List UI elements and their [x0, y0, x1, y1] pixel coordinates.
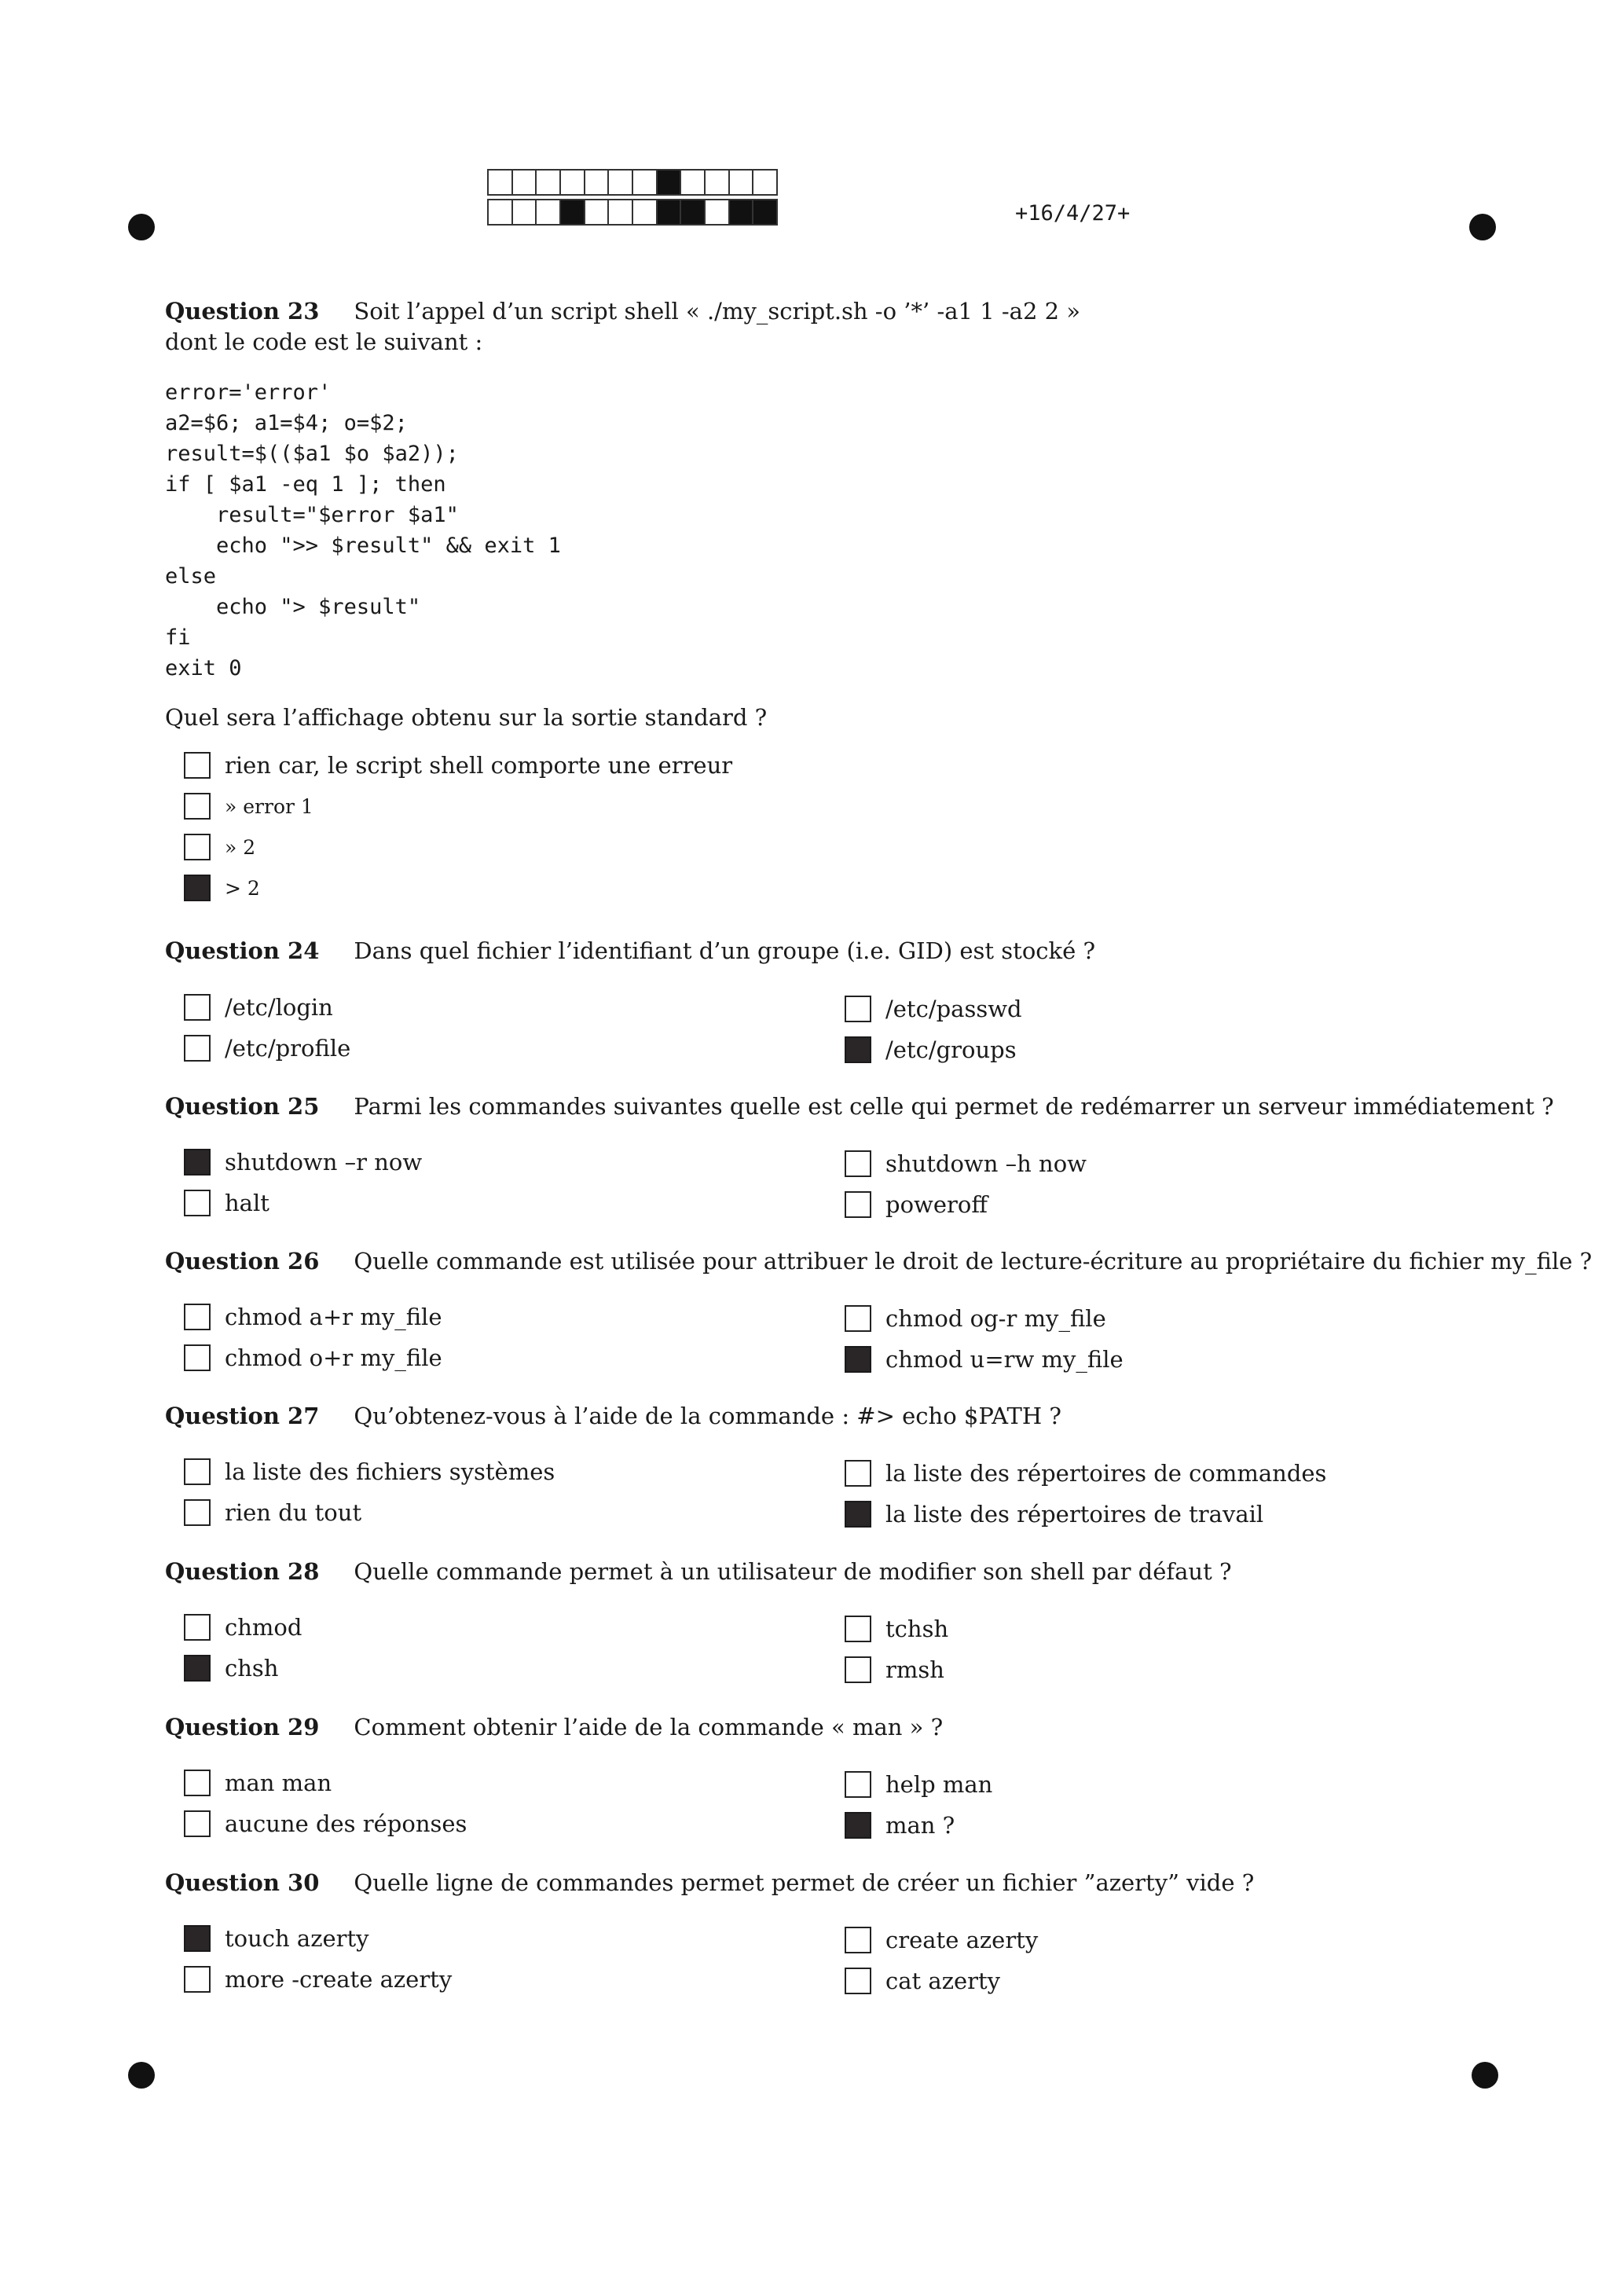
question-number: Question 24	[165, 937, 320, 964]
checkbox[interactable]	[845, 1191, 871, 1218]
barcode-cell	[730, 171, 754, 194]
question-29-header	[165, 1711, 943, 1743]
barcode-cell	[658, 200, 682, 224]
checkbox[interactable]	[184, 752, 211, 779]
q23-option-a[interactable]	[184, 752, 732, 779]
q26-option-c[interactable]	[845, 1305, 1106, 1332]
checkbox[interactable]	[845, 1968, 871, 1994]
question-number: Question 26	[165, 1248, 320, 1275]
checkbox-checked[interactable]	[184, 1925, 211, 1952]
option-label: poweroff	[885, 1191, 988, 1218]
question-25-header	[165, 1091, 1554, 1122]
question-23-text-line2: dont le code est le suivant :	[165, 328, 483, 355]
barcode-cell	[681, 200, 706, 224]
barcode-cell	[537, 171, 561, 194]
checkbox[interactable]	[184, 1499, 211, 1526]
checkbox[interactable]	[845, 1150, 871, 1177]
barcode-top-row	[487, 169, 778, 196]
question-text: Quelle commande est utilisée pour attribuer le droit de lecture-écriture au propriétaire du fichier my_file ?	[354, 1248, 1593, 1275]
checkbox-checked[interactable]	[184, 1655, 211, 1682]
question-number: Question 29	[165, 1714, 320, 1740]
option-label: » 2	[225, 835, 256, 859]
checkbox[interactable]	[845, 1460, 871, 1487]
checkbox-checked[interactable]	[184, 875, 211, 901]
checkbox[interactable]	[184, 1770, 211, 1796]
question-23-prompt: Quel sera l’affichage obtenu sur la sortie standard ?	[165, 704, 768, 731]
option-label: aucune des réponses	[225, 1810, 467, 1837]
q28-option-b[interactable]	[184, 1655, 278, 1682]
checkbox[interactable]	[845, 1771, 871, 1798]
option-label: chmod o+r my_file	[225, 1344, 442, 1371]
barcode-cell	[489, 200, 513, 224]
question-number: Question 23	[165, 298, 320, 325]
checkbox[interactable]	[184, 1035, 211, 1062]
q25-option-b[interactable]	[184, 1190, 269, 1216]
option-label: shutdown –h now	[885, 1150, 1087, 1177]
question-23-header	[165, 295, 1080, 327]
q28-option-a[interactable]	[184, 1614, 302, 1641]
option-label: rmsh	[885, 1656, 944, 1683]
option-label: man ?	[885, 1812, 955, 1839]
option-label: la liste des répertoires de commandes	[885, 1460, 1327, 1487]
barcode-cell	[489, 171, 513, 194]
q24-option-a[interactable]	[184, 994, 333, 1021]
option-label: la liste des fichiers systèmes	[225, 1458, 555, 1485]
question-text: Quelle commande permet à un utilisateur de modifier son shell par défaut ?	[354, 1558, 1232, 1585]
checkbox[interactable]	[845, 1616, 871, 1642]
option-label: chsh	[225, 1655, 279, 1682]
barcode-cell	[513, 171, 537, 194]
q25-option-c[interactable]	[845, 1150, 1087, 1177]
question-text: Qu’obtenez-vous à l’aide de la commande : #> echo $PATH ?	[354, 1403, 1061, 1429]
q30-option-a[interactable]	[184, 1925, 369, 1952]
question-number: Question 28	[165, 1558, 320, 1585]
barcode-cell	[537, 200, 561, 224]
checkbox[interactable]	[184, 1304, 211, 1330]
option-label: chmod a+r my_file	[225, 1304, 442, 1330]
checkbox-checked[interactable]	[845, 1346, 871, 1373]
option-label: /etc/passwd	[885, 996, 1022, 1022]
q28-option-d[interactable]	[845, 1656, 944, 1683]
q26-option-b[interactable]	[184, 1344, 442, 1371]
q23-code-block: error='error' a2=$6; a1=$4; o=$2; result=$(($a1 $o $a2)); if [ $a1 -eq 1 ]; then result="$error $a1" echo ">> $result" && exit 1 else echo "> $result" fi exit 0	[165, 380, 561, 680]
barcode-cell	[681, 171, 706, 194]
q27-option-b[interactable]	[184, 1499, 361, 1526]
barcode-cell	[513, 200, 537, 224]
option-label: /etc/groups	[885, 1036, 1017, 1063]
question-30-header	[165, 1867, 1254, 1898]
checkbox[interactable]	[845, 1656, 871, 1683]
checkbox[interactable]	[184, 834, 211, 860]
option-label: chmod og-r my_file	[885, 1305, 1106, 1332]
barcode-cell	[609, 200, 633, 224]
option-label: halt	[225, 1190, 269, 1216]
question-text: Soit l’appel d’un script shell « ./my_script.sh -o ’*’ -a1 1 -a2 2 »	[354, 298, 1081, 325]
barcode-cell	[585, 200, 610, 224]
q30-option-c[interactable]	[845, 1927, 1038, 1953]
barcode-cell	[706, 171, 730, 194]
barcode-cell	[658, 171, 682, 194]
checkbox[interactable]	[845, 996, 871, 1022]
q27-option-c[interactable]	[845, 1460, 1326, 1487]
question-number: Question 25	[165, 1093, 320, 1120]
q29-option-d[interactable]	[845, 1812, 955, 1839]
q29-option-a[interactable]	[184, 1770, 332, 1796]
registration-dot-bottom-right	[1472, 2062, 1498, 2089]
question-26-header	[165, 1245, 1592, 1277]
option-label: chmod u=rw my_file	[885, 1346, 1124, 1373]
checkbox-checked[interactable]	[845, 1036, 871, 1063]
option-label: » error 1	[225, 794, 313, 818]
question-number: Question 30	[165, 1869, 320, 1896]
checkbox[interactable]	[184, 793, 211, 820]
barcode-cell	[633, 171, 658, 194]
q29-option-b[interactable]	[184, 1810, 467, 1837]
option-label: touch azerty	[225, 1925, 369, 1952]
barcode-cell	[753, 200, 776, 224]
checkbox[interactable]	[184, 994, 211, 1021]
q26-option-a[interactable]	[184, 1304, 442, 1330]
question-text: Dans quel fichier l’identifiant d’un groupe (i.e. GID) est stocké ?	[354, 937, 1096, 964]
q24-option-b[interactable]	[184, 1035, 350, 1062]
option-label: cat azerty	[885, 1968, 1001, 1994]
q26-option-d[interactable]	[845, 1346, 1124, 1373]
barcode-cell	[609, 171, 633, 194]
checkbox[interactable]	[184, 1966, 211, 1993]
q24-option-d[interactable]	[845, 1036, 1017, 1063]
option-label: rien car, le script shell comporte une erreur	[225, 752, 733, 779]
checkbox-checked[interactable]	[845, 1812, 871, 1839]
q23-option-c[interactable]	[184, 834, 255, 860]
barcode-cell	[561, 200, 585, 224]
option-label: chmod	[225, 1614, 302, 1641]
q30-option-d[interactable]	[845, 1968, 1000, 1994]
question-text: Parmi les commandes suivantes quelle est celle qui permet de redémarrer un serveur immédiatement ?	[354, 1093, 1554, 1120]
option-label: rien du tout	[225, 1499, 362, 1526]
question-text: Quelle ligne de commandes permet permet de créer un fichier ”azerty” vide ?	[354, 1869, 1255, 1896]
q30-option-b[interactable]	[184, 1966, 452, 1993]
option-label: la liste des répertoires de travail	[885, 1501, 1264, 1528]
barcode-bottom-row	[487, 199, 778, 226]
barcode-cell	[706, 200, 730, 224]
barcode-cell	[633, 200, 658, 224]
question-24-header	[165, 935, 1095, 966]
option-label: shutdown –r now	[225, 1149, 423, 1176]
checkbox[interactable]	[845, 1927, 871, 1953]
option-label: more -create azerty	[225, 1966, 453, 1993]
checkbox[interactable]	[184, 1458, 211, 1485]
question-text: Comment obtenir l’aide de la commande « man » ?	[354, 1714, 944, 1740]
q24-option-c[interactable]	[845, 996, 1022, 1022]
q25-option-d[interactable]	[845, 1191, 988, 1218]
q27-option-d[interactable]	[845, 1501, 1263, 1528]
barcode-cell	[561, 171, 585, 194]
barcode-cell	[730, 200, 754, 224]
checkbox-checked[interactable]	[845, 1501, 871, 1528]
page-id: +16/4/27+	[1015, 201, 1131, 226]
option-label: create azerty	[885, 1927, 1039, 1953]
checkbox[interactable]	[184, 1810, 211, 1837]
q25-option-a[interactable]	[184, 1149, 422, 1176]
barcode-cell	[753, 171, 776, 194]
checkbox-checked[interactable]	[184, 1149, 211, 1176]
registration-dot-top-left	[128, 214, 155, 240]
option-label: /etc/login	[225, 994, 333, 1021]
barcode-cell	[585, 171, 610, 194]
option-label: > 2	[225, 876, 260, 900]
option-label: tchsh	[885, 1616, 949, 1642]
option-label: /etc/profile	[225, 1035, 351, 1062]
q23-option-d[interactable]	[184, 875, 260, 901]
checkbox[interactable]	[184, 1614, 211, 1641]
q28-option-c[interactable]	[845, 1616, 948, 1642]
checkbox[interactable]	[845, 1305, 871, 1332]
option-label: help man	[885, 1771, 993, 1798]
q23-option-b[interactable]	[184, 793, 313, 820]
registration-dot-bottom-left	[128, 2062, 155, 2089]
question-number: Question 27	[165, 1403, 320, 1429]
q29-option-c[interactable]	[845, 1771, 992, 1798]
question-28-header	[165, 1556, 1232, 1587]
option-label: man man	[225, 1770, 332, 1796]
checkbox[interactable]	[184, 1190, 211, 1216]
question-27-header	[165, 1400, 1061, 1432]
checkbox[interactable]	[184, 1344, 211, 1371]
registration-dot-top-right	[1469, 214, 1496, 240]
q27-option-a[interactable]	[184, 1458, 555, 1485]
